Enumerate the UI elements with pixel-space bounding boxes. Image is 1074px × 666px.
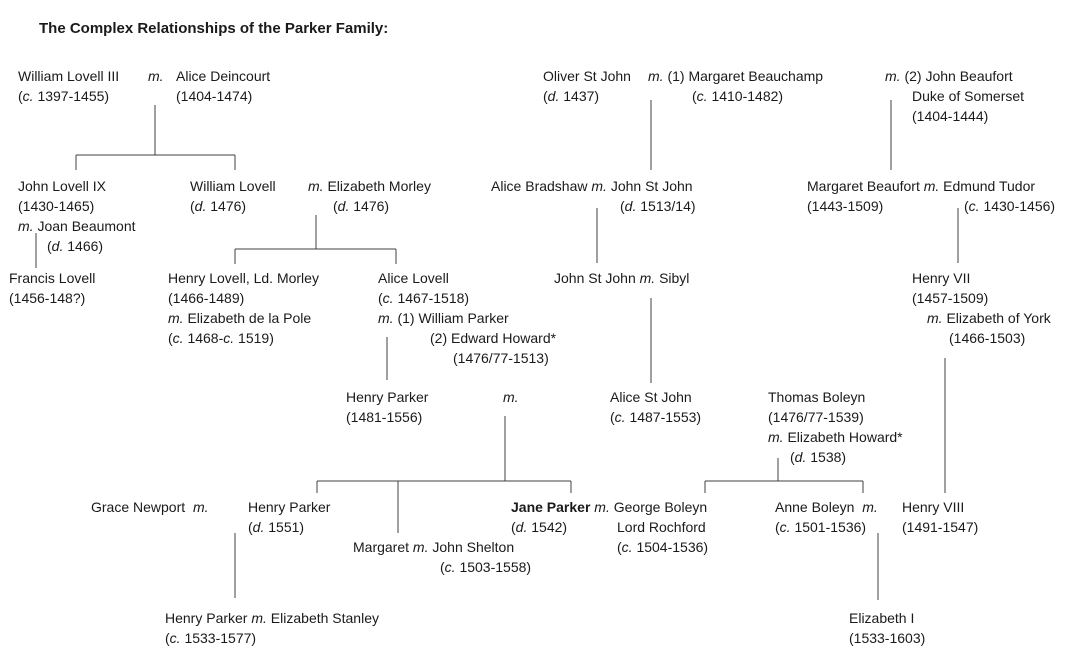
dates-john-shelton: (c. 1503-1558) (440, 559, 532, 575)
dates-edward-howard: (1476/77-1513) (453, 350, 549, 366)
person-henry-viii: Henry VIII (902, 499, 965, 515)
dates-william-lovell: (d. 1476) (190, 198, 247, 214)
person-john-lovell-ix: John Lovell IX (18, 178, 106, 194)
dates-francis-lovell: (1456-148?) (9, 290, 86, 306)
dates-oliver-st-john: (d. 1437) (543, 88, 600, 104)
person-margaret-beauchamp: m. (1) Margaret Beauchamp (648, 68, 824, 84)
person-jane-parker-george-boleyn: Jane Parker m. George Boleyn (511, 499, 708, 515)
dates-henry-vii: (1457-1509) (912, 290, 989, 306)
dates-alice-st-john: (c. 1487-1553) (610, 409, 702, 425)
dates-alice-lovell: (c. 1467-1518) (378, 290, 470, 306)
person-oliver-st-john: Oliver St John (543, 68, 631, 84)
person-john-beaufort: m. (2) John Beaufort (885, 68, 1013, 84)
dates-elizabeth-howard: (d. 1538) (790, 449, 847, 465)
marriage-marker: m. (503, 389, 519, 405)
person-henry-vii: Henry VII (912, 270, 971, 286)
dates-henry-parker-jr: (d. 1551) (248, 519, 305, 535)
dates-henry-parker-3: (c. 1533-1577) (165, 630, 257, 646)
person-william-lovell: William Lovell (190, 178, 276, 194)
dates-john-lovell-ix: (1430-1465) (18, 198, 95, 214)
title-duke-of-somerset: Duke of Somerset (912, 88, 1025, 104)
person-elizabeth-i: Elizabeth I (849, 610, 915, 626)
dates-john-beaufort: (1404-1444) (912, 108, 989, 124)
dates-elizabeth-morley: (d. 1476) (333, 198, 390, 214)
dates-william-lovell-iii: (c. 1397-1455) (18, 88, 110, 104)
dates-margaret-beauchamp: (c. 1410-1482) (692, 88, 784, 104)
person-elizabeth-de-la-pole: m. Elizabeth de la Pole (168, 310, 312, 326)
dates-joan-beaumont: (d. 1466) (47, 238, 104, 254)
dates-alice-deincourt: (1404-1474) (176, 88, 253, 104)
dates-margaret-beaufort: (1443-1509) (807, 198, 884, 214)
person-alice-lovell: Alice Lovell (378, 270, 449, 286)
person-anne-boleyn: Anne Boleyn m. (775, 499, 878, 515)
title-lord-rochford: Lord Rochford (617, 519, 706, 535)
person-elizabeth-of-york: m. Elizabeth of York (927, 310, 1051, 326)
dates-henry-lovell: (1466-1489) (168, 290, 245, 306)
person-henry-parker: Henry Parker (346, 389, 429, 405)
dates-jane-parker: (d. 1542) (511, 519, 568, 535)
person-edward-howard: (2) Edward Howard* (430, 330, 557, 346)
marriage-marker: m. (148, 68, 164, 84)
person-elizabeth-morley: m. Elizabeth Morley (308, 178, 431, 194)
person-alice-deincourt: Alice Deincourt (176, 68, 271, 84)
person-henry-parker-jr: Henry Parker (248, 499, 331, 515)
person-joan-beaumont: m. Joan Beaumont (18, 218, 136, 234)
person-francis-lovell: Francis Lovell (9, 270, 96, 286)
dates-thomas-boleyn: (1476/77-1539) (768, 409, 864, 425)
dates-elizabeth-of-york: (1466-1503) (949, 330, 1026, 346)
person-margaret-john-shelton: Margaret m. John Shelton (353, 539, 515, 555)
person-john-st-john-sibyl: John St John m. Sibyl (554, 270, 690, 286)
person-william-parker: m. (1) William Parker (378, 310, 509, 326)
person-henry-lovell: Henry Lovell, Ld. Morley (168, 270, 319, 286)
dates-anne-boleyn: (c. 1501-1536) (775, 519, 867, 535)
person-william-lovell-iii: William Lovell III (18, 68, 120, 84)
person-alice-bradshaw-john-st-john: Alice Bradshaw m. John St John (491, 178, 693, 194)
person-alice-st-john: Alice St John (610, 389, 692, 405)
dates-elizabeth-de-la-pole: (c. 1468-c. 1519) (168, 330, 274, 346)
person-margaret-beaufort-edmund-tudor: Margaret Beaufort m. Edmund Tudor (807, 178, 1036, 194)
dates-edmund-tudor: (c. 1430-1456) (964, 198, 1056, 214)
person-grace-newport: Grace Newport m. (91, 499, 209, 515)
person-thomas-boleyn: Thomas Boleyn (768, 389, 866, 405)
dates-henry-viii: (1491-1547) (902, 519, 979, 535)
dates-george-boleyn: (c. 1504-1536) (617, 539, 709, 555)
person-henry-parker-elizabeth-stanley: Henry Parker m. Elizabeth Stanley (165, 610, 379, 626)
person-elizabeth-howard: m. Elizabeth Howard* (768, 429, 903, 445)
dates-henry-parker: (1481-1556) (346, 409, 423, 425)
diagram-title: The Complex Relationships of the Parker Family: (39, 20, 389, 37)
dates-john-st-john: (d. 1513/14) (620, 198, 696, 214)
dates-elizabeth-i: (1533-1603) (849, 630, 926, 646)
